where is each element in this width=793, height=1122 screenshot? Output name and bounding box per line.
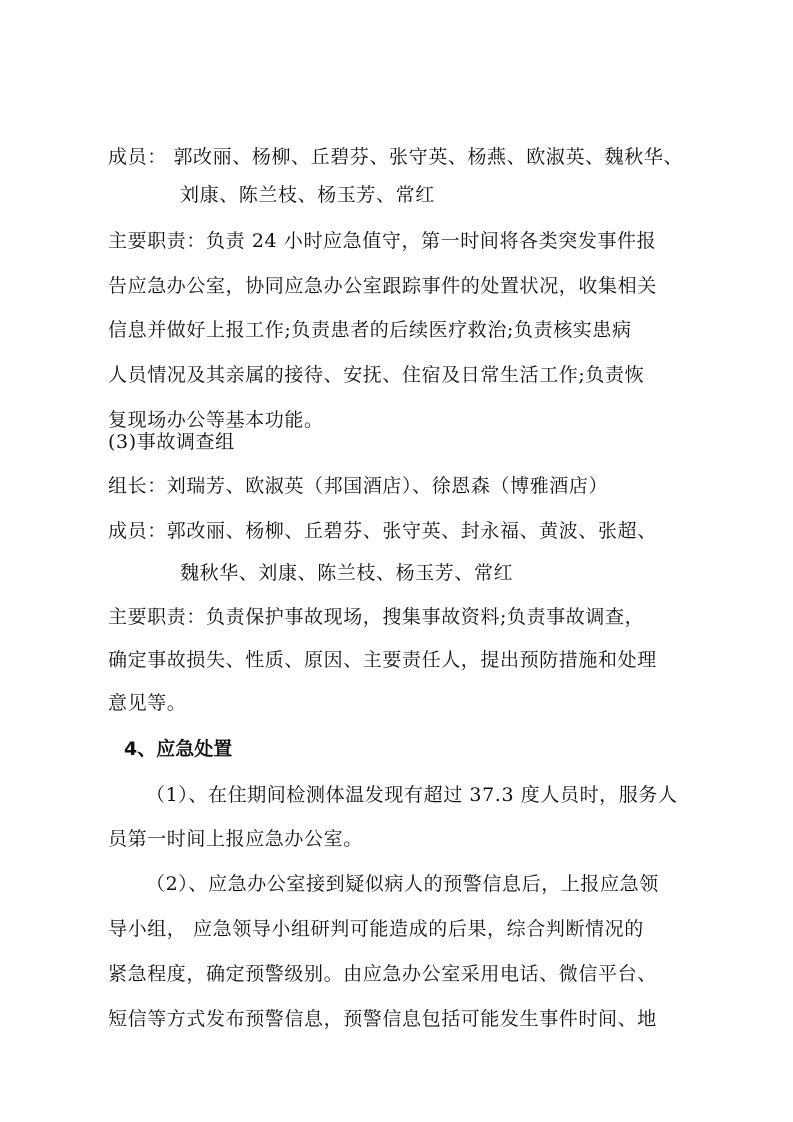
leader-line: 组长：刘瑞芳、欧淑英（邦国酒店）、徐恩森（博雅酒店） xyxy=(108,475,609,497)
investigation-members-line-2: 魏秋华、刘康、陈兰枝、杨玉芳、常红 xyxy=(180,562,514,584)
duties-line-1: 主要职责：负责 24 小时应急值守，第一时间将各类突发事件报 xyxy=(108,230,657,252)
investigation-duties-line-1: 主要职责：负责保护事故现场，搜集事故资料;负责事故调查， xyxy=(108,606,645,628)
section-heading-investigation: (3)事故调查组 xyxy=(108,431,235,453)
members-line-2: 刘康、陈兰枝、杨玉芳、常红 xyxy=(180,184,435,206)
procedure-2-line-1: （2）、应急办公室接到疑似病人的预警信息后，上报应急领 xyxy=(146,873,659,895)
duties-line-3: 信息并做好上报工作;负责患者的后续医疗救治;负责核实患病 xyxy=(108,319,632,341)
duties-line-4: 人员情况及其亲属的接待、安抚、住宿及日常生活工作;负责恢 xyxy=(108,364,645,386)
section-heading-emergency: 4、应急处置 xyxy=(124,738,233,760)
duties-line-2: 告应急办公室，协同应急办公室跟踪事件的处置状况，收集相关 xyxy=(108,275,657,297)
procedure-2-line-3: 紧急程度，确定预警级别。由应急办公室采用电话、微信平台、 xyxy=(108,963,657,985)
investigation-members-line-1: 成员：郭改丽、杨柳、丘碧芬、张守英、封永福、黄波、张超、 xyxy=(108,520,657,542)
procedure-2-line-2: 导小组， 应急领导小组研判可能造成的后果，综合判断情况的 xyxy=(108,918,644,940)
procedure-1-line-1: （1）、在住期间检测体温发现有超过 37.3 度人员时，服务人 xyxy=(146,784,678,806)
procedure-1-line-2: 员第一时间上报应急办公室。 xyxy=(108,828,363,850)
investigation-duties-line-3: 意见等。 xyxy=(108,692,187,714)
investigation-duties-line-2: 确定事故损失、性质、原因、主要责任人，提出预防措施和处理 xyxy=(108,649,657,671)
duties-line-5: 复现场办公等基本功能。 xyxy=(108,409,324,431)
members-line-1: 成员： 郭改丽、杨柳、丘碧芬、张守英、杨燕、欧淑英、魏秋华、 xyxy=(108,146,684,168)
procedure-2-line-4: 短信等方式发布预警信息，预警信息包括可能发生事件时间、地 xyxy=(108,1008,657,1030)
